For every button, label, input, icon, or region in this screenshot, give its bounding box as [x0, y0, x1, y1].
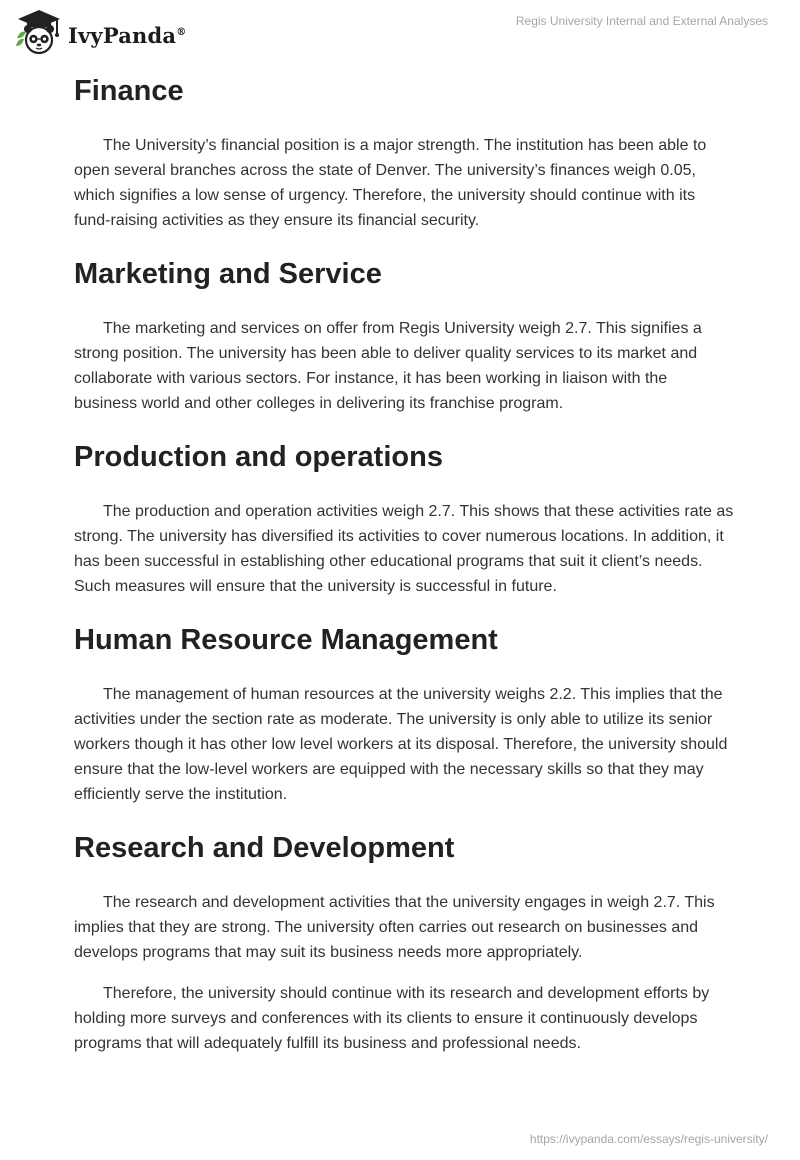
section-heading: Human Resource Management [74, 624, 498, 656]
paragraph: The marketing and services on offer from Regis University weigh 2.7. This signifies a strong position. The university has been able to deliver quality services to its market and collaborate with various sectors. For instance, it has been working in liaison with the business world and other colleges in delivering its franchise program. [74, 320, 702, 412]
section-production-and-operations [74, 434, 734, 599]
logo-text: IvyPanda® [68, 22, 187, 48]
section-finance [74, 68, 734, 233]
ivypanda-logo[interactable] [14, 8, 186, 56]
section-heading: Marketing and Service [74, 258, 382, 290]
paragraph: Therefore, the university should continue with its research and development efforts by holding more surveys and conferences with its clients to ensure it continuously develops programs that will adequately fulfill its business and professional needs. [74, 985, 710, 1052]
paragraph: The research and development activities that the university engages in weigh 2.7. This implies that they are strong. The university often carries out research on businesses and develops programs that may suit its business needs more appropriately. [74, 894, 715, 961]
panda-logo-icon [14, 8, 64, 56]
document-title: Regis University Internal and External Analyses [515, 14, 768, 28]
section-marketing-and-service [74, 251, 734, 416]
section-heading: Research and Development [74, 832, 455, 864]
source-url[interactable]: https://ivypanda.com/essays/regis-university/ [529, 1132, 768, 1146]
section-research-and-development [74, 825, 734, 1056]
paragraph: The management of human resources at the university weighs 2.2. This implies that the activities under the section rate as moderate. The university is only able to utilize its senior workers though it has other low level workers at its disposal. Therefore, the university should ensure that the low-level workers are equipped with the necessary skills so that they may efficiently serve the institution. [74, 686, 728, 803]
essay-content [74, 68, 734, 1074]
section-heading: Finance [74, 75, 184, 107]
page-header [0, 0, 800, 60]
section-heading: Production and operations [74, 441, 443, 473]
paragraph: The production and operation activities weigh 2.7. This shows that these activities rate as strong. The university has diversified its activities to cover numerous locations. In addition, it has been successful in establishing other educational programs that suit it client’s needs. Such measures will ensure that the university is successful in future. [74, 503, 734, 595]
paragraph: The University’s financial position is a major strength. The institution has been able to open several branches across the state of Denver. The university’s finances weigh 0.05, which signifies a low sense of urgency. Therefore, the university should continue with its fund-raising activities as they ensure its financial security. [74, 137, 707, 229]
section-human-resource-management [74, 617, 734, 807]
